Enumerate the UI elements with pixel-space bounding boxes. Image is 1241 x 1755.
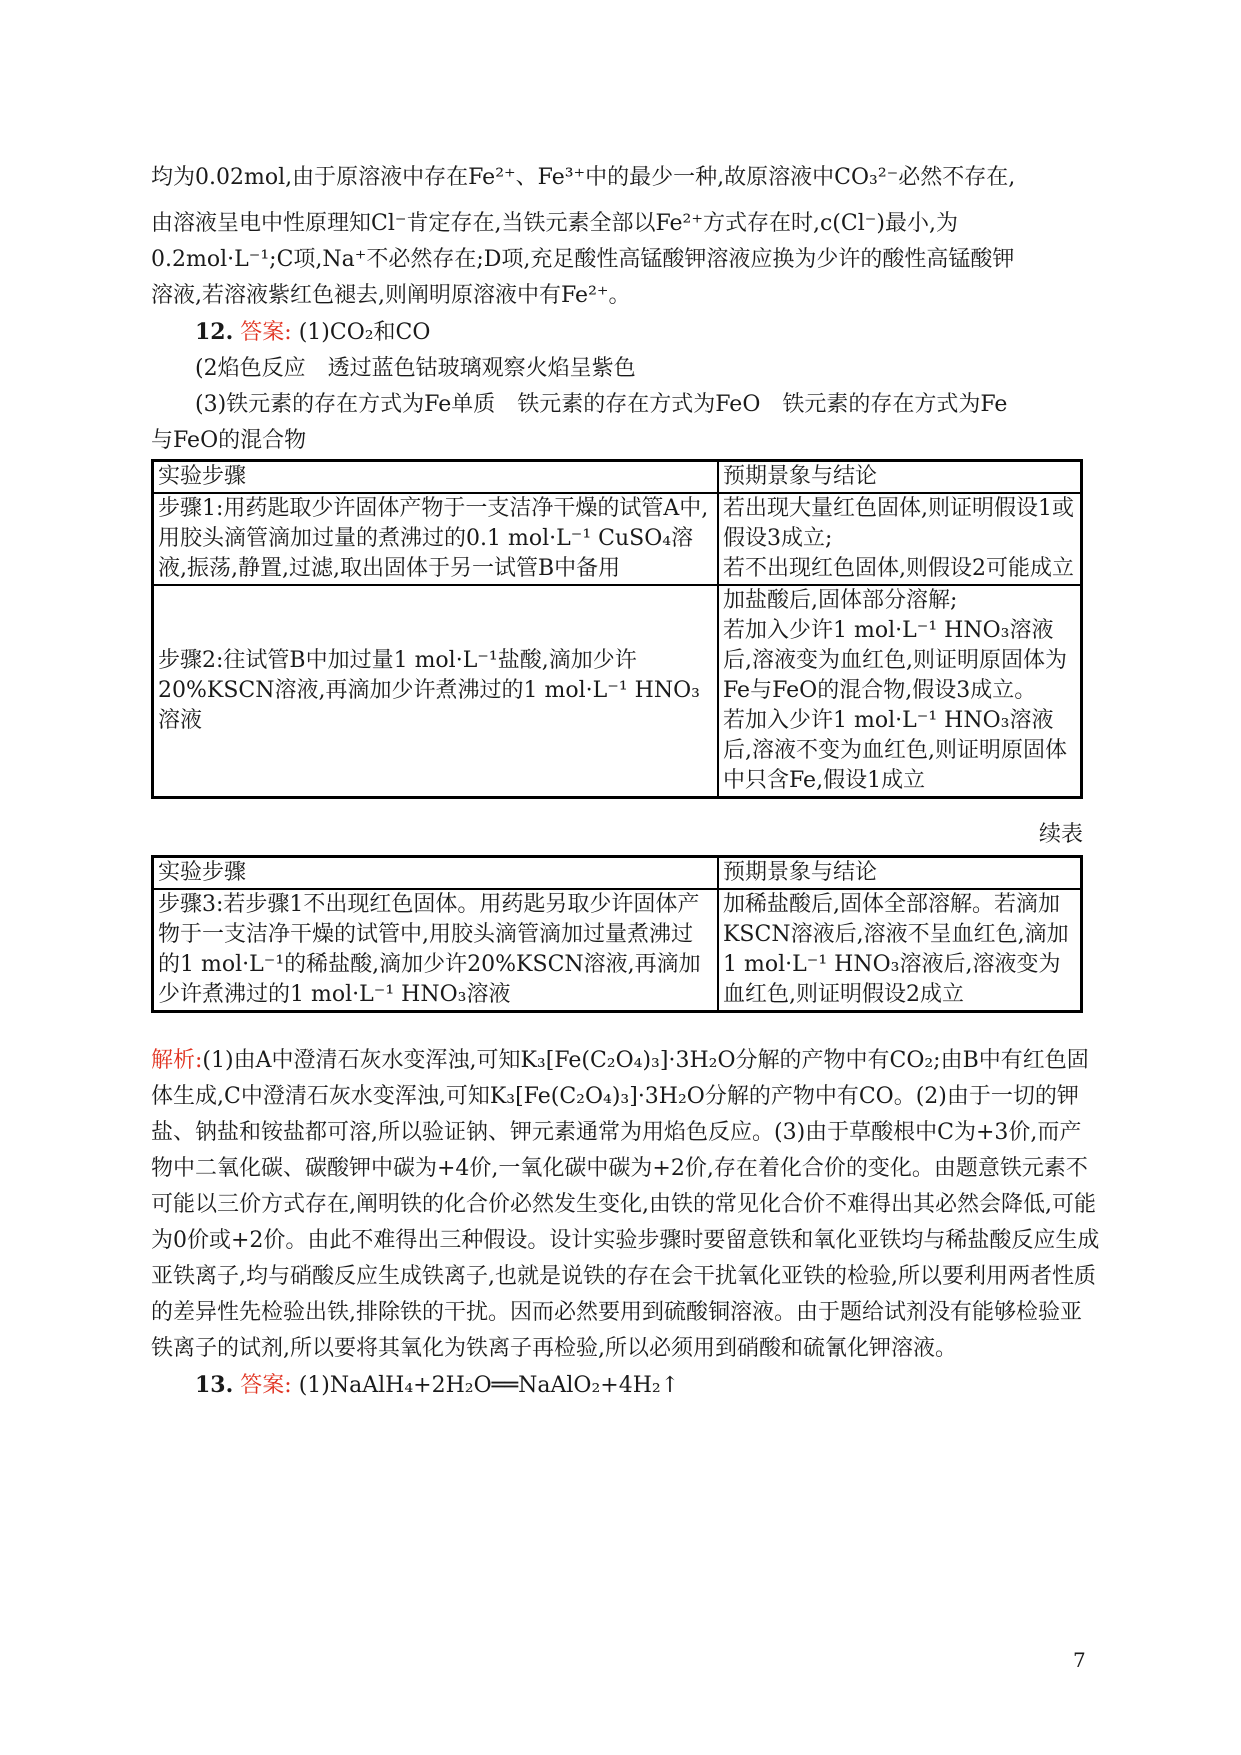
result-1b: 若不出现红色固体,则假设2可能成立 — [723, 556, 1074, 581]
intro-line-1: 均为0.02mol,由于原溶液中存在Fe²⁺、Fe³⁺中的最少一种,故原溶液中CO₃²⁻必然不存在, — [151, 165, 1016, 190]
experiment-table-1 — [151, 459, 1083, 799]
table-header-result: 预期景象与结论 — [718, 857, 1082, 890]
q12-answer-1 — [151, 314, 1101, 351]
q12-answer-1-text: (1)CO₂和CO — [298, 320, 431, 345]
result-2b: 若加入少许1 mol·L⁻¹ HNO₃溶液后,溶液变为血红色,则证明原固体为Fe与FeO的混合物,假设3成立。 — [723, 618, 1067, 703]
result-2a: 加盐酸后,固体部分溶解; — [723, 588, 958, 613]
intro-line-3: 0.2mol·L⁻¹;C项,Na⁺不必然存在;D项,充足酸性高锰酸钾溶液应换为少许的酸性高锰酸钾 — [151, 247, 1015, 272]
q12-answer-2: (2焰色反应 透过蓝色钴玻璃观察火焰呈紫色 — [195, 356, 636, 381]
page-number: 7 — [1073, 1648, 1086, 1672]
table-header-step: 实验步骤 — [153, 461, 719, 494]
q12-number: 12. — [195, 319, 234, 345]
intro-line-2: 由溶液呈电中性原理知Cl⁻肯定存在,当铁元素全部以Fe²⁺方式存在时,c(Cl⁻)最小,为 — [151, 211, 958, 236]
table-cell-step-2: 步骤2:往试管B中加过量1 mol·L⁻¹盐酸,滴加少许20%KSCN溶液,再滴加少许煮沸过的1 mol·L⁻¹ HNO₃溶液 — [153, 585, 719, 798]
continued-table-label: 续表 — [1038, 822, 1083, 847]
analysis-text: (1)由A中澄清石灰水变浑浊,可知K₃[Fe(C₂O₄)₃]·3H₂O分解的产物中有CO₂;由B中有红色固体生成,C中澄清石灰水变浑浊,可知K₃[Fe(C₂O₄)₃]·3H₂O分解的产物中有CO。(2)由于一切的钾盐、钠盐和铵盐都可溶,所以验证钠、钾元素通常为用焰色反应。(3)由于草酸根中C为+3价,而产物中二氧化碳、碳酸钾中碳为+4价,一氧化碳中碳为+2价,存在着化合价的变化。由题意铁元素不可能以三价方式存在,阐明铁的化合价必然发生变化,由铁的常见化合价不难得出其必然会降低,可能为0价或+2价。由此不难得出三种假设。设计实验步骤时要留意铁和氧化亚铁均与稀盐酸反应生成亚铁离子,均与硝酸反应生成铁离子,也就是说铁的存在会干扰氧化亚铁的检验,所以要利用两者性质的差异性先检验出铁,排除铁的干扰。因而必然要用到硫酸铜溶液。由于题给试剂没有能够检验亚铁离子的试剂,所以要将其氧化为铁离子再检验,所以必须用到硝酸和硫氰化钾溶液。 — [151, 1048, 1100, 1361]
table-cell-result-1 — [718, 493, 1082, 585]
q13-answer-label: 答案: — [240, 1373, 292, 1398]
q12-answer-label: 答案: — [240, 320, 292, 345]
table-cell-step-1: 步骤1:用药匙取少许固体产物于一支洁净干燥的试管A中,用胶头滴管滴加过量的煮沸过的0.1 mol·L⁻¹ CuSO₄溶液,振荡,静置,过滤,取出固体于另一试管B中备用 — [153, 493, 719, 585]
q12-answer-3: (3)铁元素的存在方式为Fe单质 铁元素的存在方式为FeO 铁元素的存在方式为Fe — [195, 392, 1008, 417]
analysis-paragraph — [151, 1043, 1101, 1367]
q13-answer-1 — [151, 1367, 1101, 1404]
q13-number: 13. — [195, 1372, 234, 1398]
analysis-label: 解析: — [151, 1048, 203, 1073]
table-cell-result-3: 加稀盐酸后,固体全部溶解。若滴加KSCN溶液后,溶液不呈血红色,滴加1 mol·L⁻¹ HNO₃溶液后,溶液变为血红色,则证明假设2成立 — [718, 889, 1082, 1012]
q13-answer-1-text: (1)NaAlH₄+2H₂O══NaAlO₂+4H₂↑ — [298, 1373, 680, 1398]
document-body — [151, 160, 1101, 1404]
table-cell-step-3: 步骤3:若步骤1不出现红色固体。用药匙另取少许固体产物于一支洁净干燥的试管中,用胶头滴管滴加过量煮沸过的1 mol·L⁻¹的稀盐酸,滴加少许20%KSCN溶液,再滴加少许煮沸过的1 mol·L⁻¹ HNO₃溶液 — [153, 889, 719, 1012]
table-header-result: 预期景象与结论 — [718, 461, 1082, 494]
intro-line-4: 溶液,若溶液紫红色褪去,则阐明原溶液中有Fe²⁺。 — [151, 283, 631, 308]
result-1a: 若出现大量红色固体,则证明假设1或假设3成立; — [723, 496, 1074, 551]
experiment-table-2 — [151, 855, 1083, 1013]
q12-answer-3-cont: 与FeO的混合物 — [151, 428, 307, 453]
table-row — [153, 889, 1082, 1012]
table-header-row — [153, 461, 1082, 494]
table-header-step: 实验步骤 — [153, 857, 719, 890]
table-cell-result-2 — [718, 585, 1082, 798]
table-row — [153, 493, 1082, 585]
table-row — [153, 585, 1082, 798]
table-header-row — [153, 857, 1082, 890]
result-2c: 若加入少许1 mol·L⁻¹ HNO₃溶液后,溶液不变为血红色,则证明原固体中只含Fe,假设1成立 — [723, 708, 1067, 793]
